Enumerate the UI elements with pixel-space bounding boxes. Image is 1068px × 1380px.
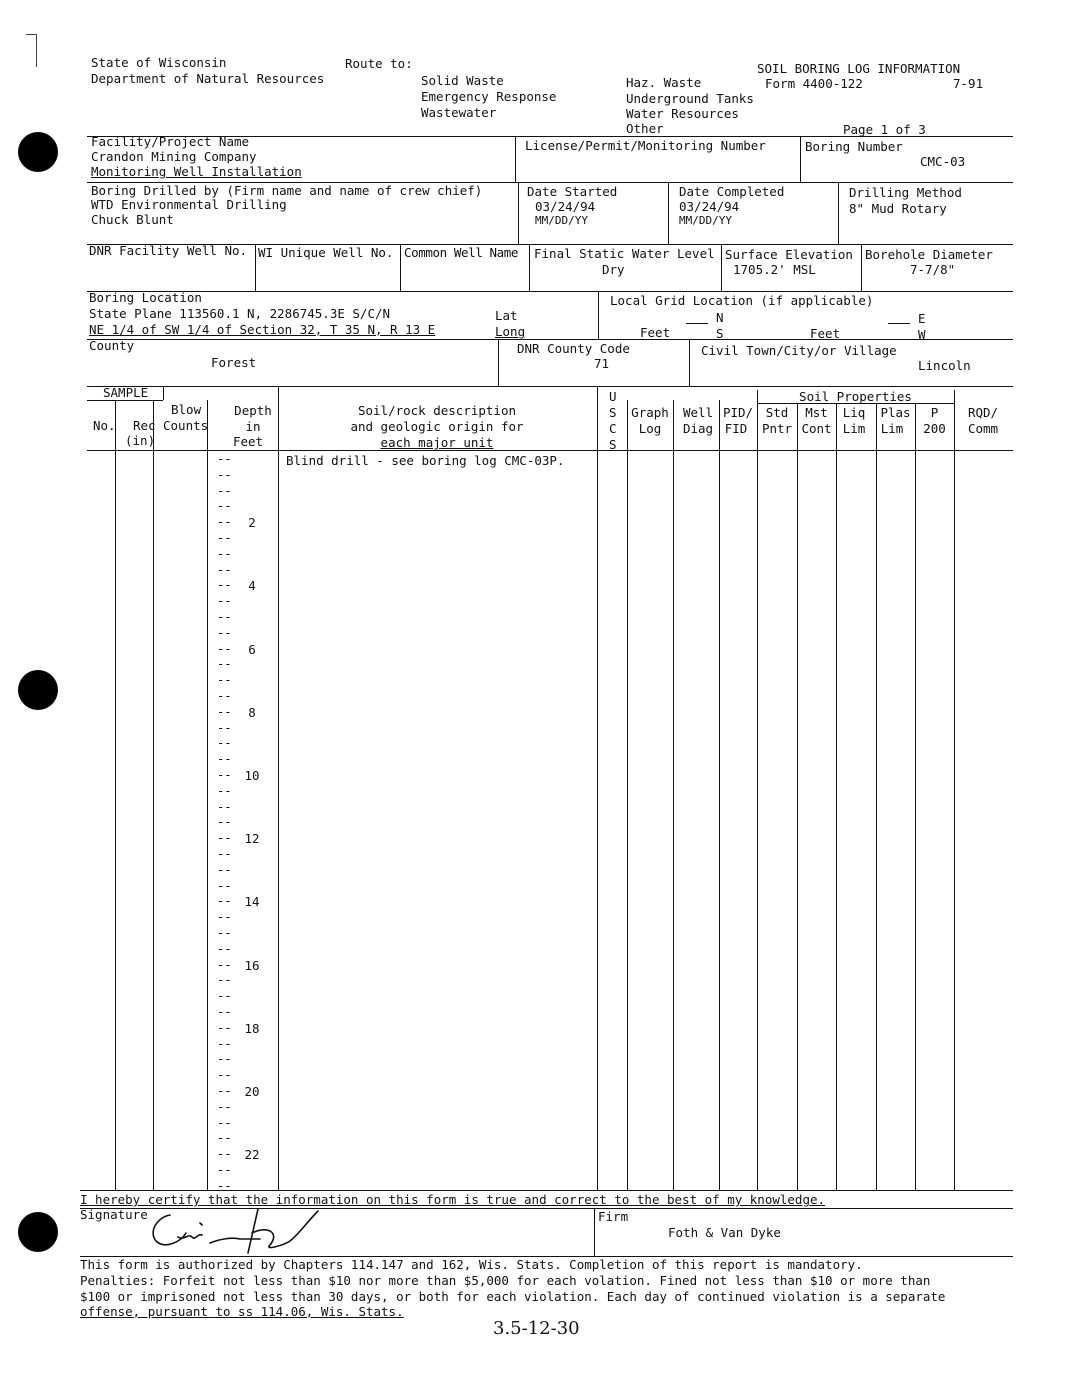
license-label: License/Permit/Monitoring Number	[525, 138, 766, 153]
route-water-resources: Water Resources	[626, 106, 739, 121]
dnr-county-code-label: DNR County Code	[517, 341, 630, 356]
penalty-line-2: $100 or imprisoned not less than 30 days, or both for each violation. Each day of continued violation is a separate	[80, 1289, 946, 1304]
route-to-label: Route to:	[345, 56, 413, 71]
route-haz-waste: Haz. Waste	[626, 75, 702, 90]
counts-header: Counts	[163, 418, 209, 433]
static-water-level: Dry	[602, 262, 625, 277]
depth-tick: --	[217, 1131, 232, 1146]
form-number: Form 4400-122	[765, 76, 863, 91]
west-label: W	[918, 327, 926, 342]
borehole-diameter: 7-7/8"	[910, 262, 956, 277]
depth-tick: --	[217, 783, 232, 798]
depth-tick: --	[217, 531, 232, 545]
rec-header: Rec	[133, 418, 156, 433]
authorization-notice: This form is authorized by Chapters 114.147 and 162, Wis. Stats. Completion of this report is mandatory.	[80, 1257, 863, 1272]
liq-lim-header: Lim	[842, 421, 866, 436]
depth-tick: --	[217, 941, 232, 956]
department-name: Department of Natural Resources	[91, 71, 325, 86]
depth-tick: --	[217, 546, 232, 561]
depth-tick: --	[217, 452, 232, 466]
depth-tick: --	[217, 799, 232, 814]
route-underground-tanks: Underground Tanks	[626, 91, 754, 106]
drilling-method: 8" Mud Rotary	[849, 201, 947, 216]
divider	[800, 136, 801, 182]
depth-tick: --	[217, 926, 232, 940]
column-line	[163, 386, 164, 400]
column-line	[627, 400, 628, 1190]
column-line	[757, 390, 758, 1190]
facility-label: Facility/Project Name	[91, 134, 250, 149]
cont-header: Cont	[801, 421, 832, 436]
east-label: E	[918, 311, 926, 326]
column-line	[207, 400, 208, 1190]
depth-mark: 6	[248, 641, 256, 657]
facility-name: Crandon Mining Company	[91, 149, 257, 164]
soil-properties-header: Soil Properties	[799, 389, 912, 404]
depth-tick: --	[217, 847, 232, 861]
lat-label: Lat	[495, 308, 518, 323]
boring-number: CMC-03	[920, 154, 966, 169]
depth-mark: 16	[244, 957, 260, 973]
rec-unit: (in)	[125, 433, 156, 448]
depth-tick: --	[217, 689, 232, 703]
surface-elevation: 1705.2' MSL	[733, 262, 816, 277]
no-header: No.	[93, 418, 116, 433]
depth-tick: --	[217, 1147, 232, 1162]
sample-header: SAMPLE	[103, 385, 149, 400]
depth-tick: --	[217, 1020, 232, 1035]
common-well-name-label: Common Well Name	[404, 245, 519, 260]
depth-feet-header: Feet	[232, 434, 264, 449]
firm-name: Foth & Van Dyke	[668, 1225, 781, 1240]
rule	[87, 339, 1013, 340]
depth-tick: --	[217, 736, 232, 751]
depth-mark: 4	[248, 578, 256, 594]
dnr-county-code: 71	[594, 356, 610, 371]
depth-tick: --	[217, 657, 232, 672]
drilling-firm: WTD Environmental Drilling	[91, 197, 287, 212]
divider	[668, 182, 669, 244]
column-line	[153, 400, 154, 1190]
depth-mark: 8	[248, 704, 256, 720]
depth-tick: --	[217, 1084, 232, 1098]
depth-tick: --	[217, 1052, 232, 1067]
depth-tick: --	[217, 499, 232, 514]
depth-tick: --	[217, 641, 232, 656]
section-description: NE 1/4 of SW 1/4 of Section 32, T 35 N, R 13 E	[89, 322, 436, 337]
drilling-method-label: Drilling Method	[849, 185, 962, 200]
blank-line	[686, 323, 708, 324]
route-emergency: Emergency Response	[421, 89, 557, 104]
wi-unique-well-label: WI Unique Well No.	[258, 245, 394, 260]
depth-mark: 18	[244, 1020, 260, 1036]
comm-header: Comm	[967, 421, 999, 436]
punch-hole	[18, 670, 58, 710]
penalty-line-1: Penalties: Forfeit not less than $10 nor more than $5,000 for each volation. Fined not less than $10 or more than	[80, 1273, 931, 1288]
depth-tick: --	[217, 673, 232, 688]
depth-tick: --	[217, 1115, 232, 1130]
depth-tick: --	[217, 831, 232, 846]
blow-header: Blow	[171, 402, 202, 417]
depth-tick: --	[217, 910, 232, 925]
depth-tick: --	[217, 1178, 232, 1193]
depth-tick: --	[217, 610, 232, 624]
depth-tick: --	[217, 768, 232, 782]
signature-image	[140, 1203, 330, 1255]
civil-town-label: Civil Town/City/or Village	[701, 343, 897, 358]
log-header: Log	[638, 421, 662, 436]
state-name: State of Wisconsin	[91, 55, 227, 70]
depth-tick: --	[217, 894, 232, 909]
boring-location-label: Boring Location	[89, 290, 202, 305]
divider	[518, 182, 519, 244]
depth-mark: 22	[244, 1147, 260, 1163]
pid-header: PID/	[722, 405, 754, 420]
feet-label: Feet	[810, 326, 841, 341]
depth-tick: --	[217, 625, 232, 640]
date-completed-format: MM/DD/YY	[679, 214, 732, 227]
description-header-3: each major unit	[380, 435, 494, 450]
pntr-header: Pntr	[761, 421, 793, 436]
depth-mark: 14	[244, 894, 260, 910]
p200-header: P	[930, 405, 939, 420]
description-header-2: and geologic origin for	[350, 419, 524, 434]
depth-tick: --	[217, 562, 232, 577]
scan-mark	[26, 34, 37, 67]
fid-header: FID	[724, 421, 748, 436]
document-number: 3.5-12-30	[493, 1318, 580, 1339]
depth-in-header: in	[245, 419, 261, 434]
date-started: 03/24/94	[535, 199, 596, 214]
graph-header: Graph	[631, 405, 669, 420]
divider	[594, 1208, 595, 1256]
surface-elevation-label: Surface Elevation	[725, 247, 853, 262]
uscs-u: U	[609, 389, 617, 404]
depth-tick: --	[217, 1068, 232, 1083]
uscs-c: C	[609, 421, 617, 436]
divider	[598, 291, 599, 339]
feet-label: Feet	[640, 325, 671, 340]
std-header: Std	[765, 405, 789, 420]
south-label: S	[716, 326, 724, 341]
depth-header: Depth	[234, 403, 272, 418]
depth-tick: --	[217, 752, 232, 767]
route-solid-waste: Solid Waste	[421, 73, 504, 88]
depth-tick: --	[217, 815, 232, 830]
column-line	[115, 400, 116, 1190]
north-label: N	[716, 310, 724, 325]
plas-lim-header: Lim	[880, 421, 904, 436]
certification: I hereby certify that the information on this form is true and correct to the best of my knowledge.	[80, 1192, 826, 1207]
column-line	[797, 403, 798, 1190]
depth-tick: --	[217, 973, 232, 988]
depth-tick: --	[217, 878, 232, 893]
crew-chief: Chuck Blunt	[91, 212, 174, 227]
boring-number-label: Boring Number	[805, 139, 903, 154]
county: Forest	[211, 355, 257, 370]
page-number: Page 1 of 3	[843, 122, 926, 137]
depth-tick: --	[217, 720, 232, 735]
depth-tick: --	[217, 1099, 232, 1114]
date-started-format: MM/DD/YY	[535, 214, 588, 227]
depth-tick: --	[217, 467, 232, 482]
divider	[400, 244, 401, 291]
firm-label: Firm	[598, 1209, 629, 1224]
depth-tick: --	[217, 1163, 232, 1177]
date-completed-label: Date Completed	[679, 184, 785, 199]
column-line	[836, 403, 837, 1190]
dnr-facility-well-label: DNR Facility Well No.	[89, 243, 248, 258]
depth-mark: 12	[244, 831, 260, 847]
uscs-s2: S	[609, 437, 617, 452]
route-wastewater: Wastewater	[421, 105, 497, 120]
depth-tick: --	[217, 862, 232, 877]
divider	[861, 244, 862, 291]
column-line	[954, 390, 955, 1190]
diag-header: Diag	[682, 421, 714, 436]
divider	[721, 244, 722, 291]
blank-line	[888, 323, 910, 324]
mst-header: Mst	[805, 405, 828, 420]
date-started-label: Date Started	[527, 184, 618, 199]
divider	[255, 244, 256, 291]
local-grid-label: Local Grid Location (if applicable)	[610, 293, 874, 308]
depth-tick: --	[217, 989, 232, 1004]
divider	[498, 339, 499, 386]
depth-tick: --	[217, 483, 232, 498]
form-date: 7-91	[953, 76, 984, 91]
rqd-header: RQD/	[967, 405, 999, 420]
liq-header: Liq	[842, 405, 866, 420]
static-water-label: Final Static Water Level	[534, 246, 715, 261]
penalty-line-3: offense, pursuant to ss 114.06, Wis. Stats.	[80, 1304, 404, 1319]
depth-tick: --	[217, 1036, 232, 1051]
column-line	[673, 400, 674, 1190]
divider	[689, 339, 690, 386]
borehole-diameter-label: Borehole Diameter	[865, 247, 993, 262]
divider	[515, 136, 516, 182]
depth-tick: --	[217, 704, 232, 719]
rule	[87, 386, 1013, 387]
county-label: County	[89, 338, 135, 353]
column-line	[278, 386, 279, 1190]
column-line	[915, 403, 916, 1190]
depth-mark: 20	[244, 1084, 260, 1099]
column-line	[876, 403, 877, 1190]
form-title: SOIL BORING LOG INFORMATION	[757, 61, 961, 76]
long-label: Long	[495, 324, 526, 339]
log-description: Blind drill - see boring log CMC-03P.	[286, 453, 565, 468]
facility-project: Monitoring Well Installation	[91, 164, 302, 179]
punch-hole	[18, 1212, 58, 1252]
depth-tick: --	[217, 515, 232, 530]
depth-tick: --	[217, 1005, 232, 1019]
well-header: Well	[682, 405, 714, 420]
divider	[529, 244, 530, 291]
civil-town: Lincoln	[918, 358, 971, 373]
p200-value-header: 200	[923, 421, 946, 436]
description-header: Soil/rock description	[357, 403, 517, 418]
depth-tick: --	[217, 578, 232, 593]
divider	[838, 182, 839, 244]
uscs-s: S	[609, 405, 617, 420]
column-line	[597, 386, 598, 1190]
drilled-by-label: Boring Drilled by (Firm name and name of crew chief)	[91, 183, 483, 198]
route-other: Other	[626, 121, 664, 136]
depth-mark: 2	[248, 515, 256, 531]
depth-tick: --	[217, 594, 232, 609]
date-completed: 03/24/94	[679, 199, 740, 214]
punch-hole	[18, 132, 58, 172]
signature-label: Signature	[80, 1207, 148, 1222]
plas-header: Plas	[880, 405, 911, 420]
rule	[87, 291, 1013, 292]
depth-tick: --	[217, 957, 232, 972]
depth-mark: 10	[244, 768, 260, 783]
column-line	[719, 400, 720, 1190]
state-plane: State Plane 113560.1 N, 2286745.3E S/C/N	[89, 306, 391, 321]
